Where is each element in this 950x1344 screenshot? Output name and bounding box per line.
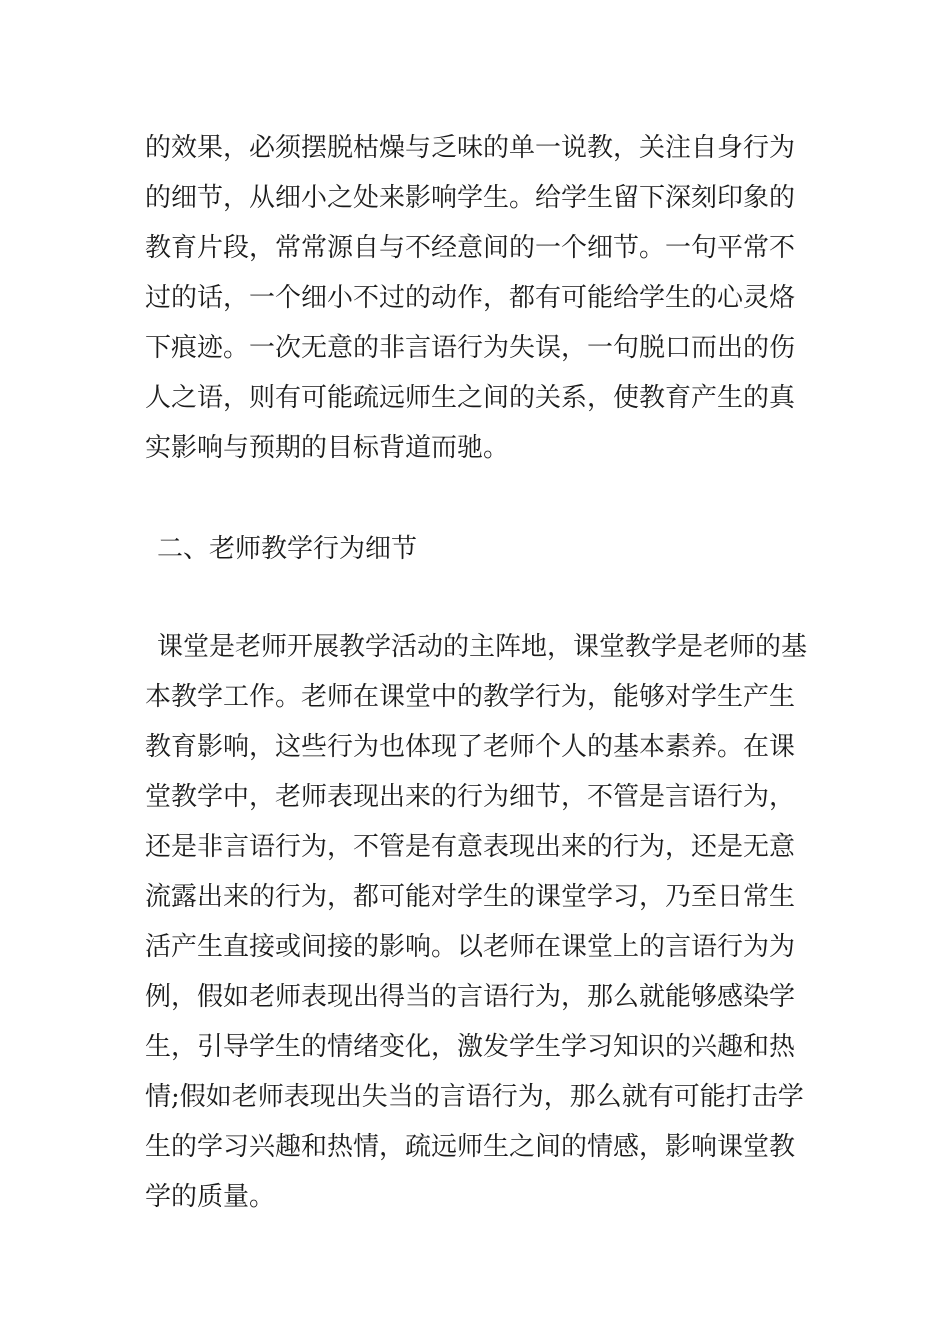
paragraph-line: 本教学工作。老师在课堂中的教学行为，能够对学生产生	[145, 682, 796, 712]
paragraph-line: 流露出来的行为，都可能对学生的课堂学习，乃至日常生	[145, 882, 796, 912]
paragraph-line: 还是非言语行为，不管是有意表现出来的行为，还是无意	[145, 832, 796, 862]
paragraph-line: 生，引导学生的情绪变化，激发学生学习知识的兴趣和热	[145, 1032, 796, 1062]
paragraph-line: 例，假如老师表现出得当的言语行为，那么就能够感染学	[145, 982, 796, 1012]
paragraph-line: 堂教学中，老师表现出来的行为细节，不管是言语行为，	[145, 782, 796, 812]
paragraph-line: 教育片段，常常源自与不经意间的一个细节。一句平常不	[145, 233, 796, 263]
paragraph-line: 情;假如老师表现出失当的言语行为，那么就有可能打击学	[145, 1082, 804, 1112]
paragraph-line: 的细节，从细小之处来影响学生。给学生留下深刻印象的	[145, 183, 796, 213]
paragraph-line: 的效果，必须摆脱枯燥与乏味的单一说教，关注自身行为	[145, 133, 796, 163]
paragraph-line: 生的学习兴趣和热情，疏远师生之间的情感，影响课堂教	[145, 1132, 796, 1162]
paragraph-line: 人之语，则有可能疏远师生之间的关系，使教育产生的真	[145, 383, 796, 413]
paragraph-line: 学的质量。	[145, 1182, 276, 1212]
paragraph-line: 课堂是老师开展教学活动的主阵地，课堂教学是老师的基	[157, 632, 808, 662]
paragraph-line: 过的话，一个细小不过的动作，都有可能给学生的心灵烙	[145, 283, 796, 313]
paragraph-line: 下痕迹。一次无意的非言语行为失误，一句脱口而出的伤	[145, 333, 796, 363]
paragraph-line: 活产生直接或间接的影响。以老师在课堂上的言语行为为	[145, 932, 796, 962]
paragraph-line: 教育影响，这些行为也体现了老师个人的基本素养。在课	[145, 732, 796, 762]
paragraph-line: 实影响与预期的目标背道而驰。	[145, 433, 510, 463]
section-heading: 二、老师教学行为细节	[157, 534, 418, 564]
